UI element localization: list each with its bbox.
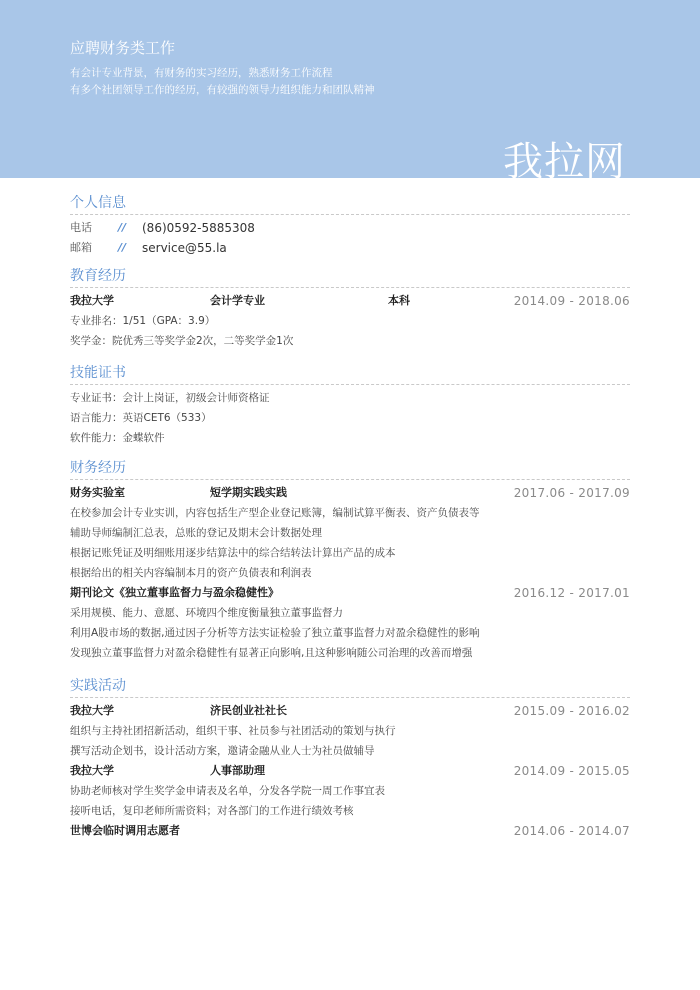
text-line: 在校参加会计专业实训，内容包括生产型企业登记账簿，编制试算平衡表、资产负债表等	[70, 507, 480, 519]
date-range: 2015.09 - 2016.02	[513, 704, 630, 718]
phone-value: (86)0592-5885308	[142, 221, 255, 235]
header-banner	[0, 0, 700, 185]
section-education	[70, 266, 630, 351]
section-practice	[70, 676, 630, 841]
summary-line-1: 有会计专业背景，有财务的实习经历，熟悉财务工作流程	[70, 67, 333, 79]
section-title: 财务经历	[70, 458, 630, 480]
role: 济民创业社社长	[210, 704, 287, 717]
text-line: 采用规模、能力、意愿、环境四个维度衡量独立董事监督力	[70, 607, 343, 619]
phone-row	[70, 218, 630, 238]
job-title: 应聘财务类工作	[70, 39, 176, 57]
text-line: 接听电话，复印老师所需资料；对各部门的工作进行绩效考核	[70, 805, 354, 817]
organization: 我拉大学	[70, 704, 114, 717]
major: 会计学专业	[210, 294, 265, 307]
text-line: 根据给出的相关内容编制本月的资产负债表和利润表	[70, 567, 312, 579]
date-range: 2014.09 - 2015.05	[513, 764, 630, 778]
text-line: 组织与主持社团招新活动，组织干事、社员参与社团活动的策划与执行	[70, 725, 396, 737]
degree: 本科	[388, 294, 410, 307]
section-skills	[70, 363, 630, 448]
school-name: 我拉大学	[70, 294, 114, 307]
text-line: 根据记账凭证及明细账用逐步结算法中的综合结转法计算出产品的成本	[70, 547, 396, 559]
experience-entry	[70, 821, 630, 841]
text-line: 奖学金：院优秀三等奖学金2次，二等奖学金1次	[70, 335, 294, 347]
phone-label: 电话	[70, 221, 92, 234]
summary-line-2: 有多个社团领导工作的经历，有较强的领导力组织能力和团队精神	[70, 84, 375, 96]
text-line: 辅助导师编制汇总表，总账的登记及期末会计数据处理	[70, 527, 322, 539]
experience-entry	[70, 701, 630, 721]
section-title: 教育经历	[70, 266, 630, 288]
section-title: 个人信息	[70, 193, 630, 215]
section-title: 实践活动	[70, 676, 630, 698]
organization: 期刊论文《独立董事监督力与盈余稳健性》	[70, 586, 279, 599]
email-value: service@55.la	[142, 241, 227, 255]
experience-entry	[70, 761, 630, 781]
date-range: 2016.12 - 2017.01	[513, 586, 630, 600]
date-range: 2014.06 - 2014.07	[513, 824, 630, 838]
organization: 我拉大学	[70, 764, 114, 777]
text-line: 语言能力：英语CET6（533）	[70, 412, 212, 424]
section-title: 技能证书	[70, 363, 630, 385]
text-line: 撰写活动企划书，设计活动方案，邀请金融从业人士为社员做辅导	[70, 745, 375, 757]
organization: 财务实验室	[70, 486, 125, 499]
section-personal	[70, 193, 630, 258]
text-line: 专业证书：会计上岗证，初级会计师资格证	[70, 392, 270, 404]
text-line: 发现独立董事监督力对盈余稳健性有显著正向影响,且这种影响随公司治理的改善而增强	[70, 647, 473, 659]
date-range: 2014.09 - 2018.06	[513, 294, 630, 308]
email-row	[70, 238, 630, 258]
section-finance	[70, 458, 630, 663]
organization: 世博会临时调用志愿者	[70, 824, 180, 837]
text-line: 协助老师核对学生奖学金申请表及名单，分发各学院一周工作事宜表	[70, 785, 385, 797]
separator-icon: //	[118, 241, 127, 254]
email-label: 邮箱	[70, 241, 92, 254]
experience-entry	[70, 483, 630, 503]
text-line: 专业排名：1/51（GPA：3.9）	[70, 315, 216, 327]
text-line: 利用A股市场的数据,通过因子分析等方法实证检验了独立董事监督力对盈余稳健性的影响	[70, 627, 480, 639]
role: 人事部助理	[210, 764, 265, 777]
experience-entry	[70, 583, 630, 603]
text-line: 软件能力：金蝶软件	[70, 432, 165, 444]
date-range: 2017.06 - 2017.09	[513, 486, 630, 500]
education-entry	[70, 291, 630, 311]
separator-icon: //	[118, 221, 127, 234]
role: 短学期实践实践	[210, 486, 287, 499]
brand-logo-text: 我拉网	[503, 139, 626, 185]
